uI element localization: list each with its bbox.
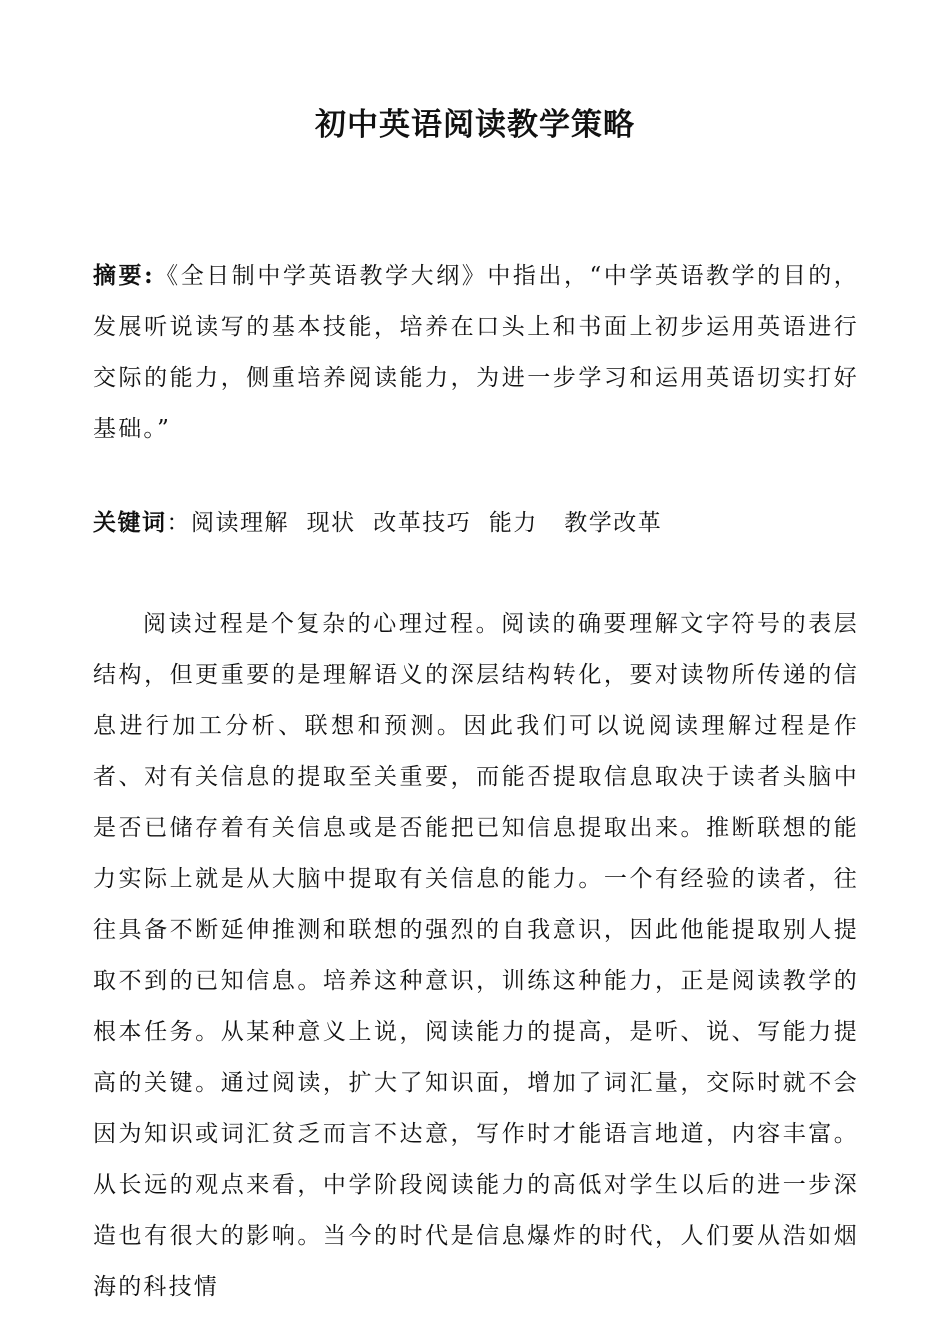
abstract-paragraph: [93, 250, 859, 455]
abstract-text: 《全日制中学英语教学大纲》中指出，“中学英语教学的目的，发展听说读写的基本技能，培养在口头上和书面上初步运用英语进行交际的能力，侧重培养阅读能力，为进一步学习和运用英语切实打好基础。”: [93, 263, 859, 442]
keywords-separator: ：: [166, 510, 191, 536]
keywords-label: 关键词: [93, 509, 167, 536]
keywords-line: [93, 497, 859, 549]
keywords-text: 阅读理解 现状 改革技巧 能力 教学改革: [191, 510, 663, 536]
body-paragraph: 阅读过程是个复杂的心理过程。阅读的确要理解文字符号的表层结构，但更重要的是理解语义的深层结构转化，要对读物所传递的信息进行加工分析、联想和预测。因此我们可以说阅读理解过程是作者、对有关信息的提取至关重要，而能否提取信息取决于读者头脑中是否已储存着有关信息或是否能把已知信息提取出来。推断联想的能力实际上就是从大脑中提取有关信息的能力。一个有经验的读者，往往具备不断延伸推测和联想的强烈的自我意识，因此他能提取别人提取不到的已知信息。培养这种意识，训练这种能力，正是阅读教学的根本任务。从某种意义上说，阅读能力的提高，是听、说、写能力提高的关键。通过阅读，扩大了知识面，增加了词汇量，交际时就不会因为知识或词汇贫乏而言不达意，写作时才能语言地道，内容丰富。从长远的观点来看，中学阶段阅读能力的高低对学生以后的进一步深造也有很大的影响。当今的时代是信息爆炸的时代，人们要从浩如烟海的科技情: [93, 611, 859, 1300]
document-title: 初中英语阅读教学策略: [315, 107, 635, 143]
abstract-label: 摘要:: [93, 262, 155, 289]
